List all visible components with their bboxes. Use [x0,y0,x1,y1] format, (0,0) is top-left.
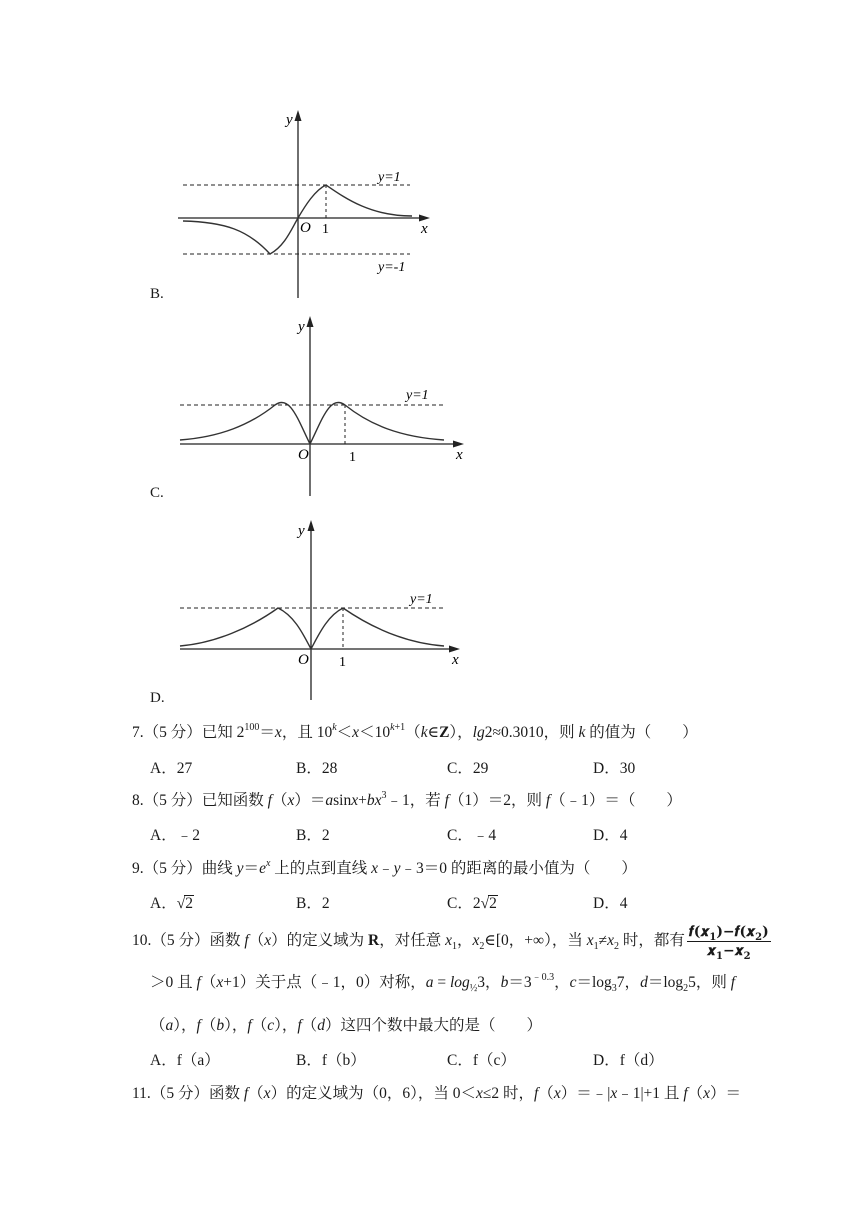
curve [180,608,444,649]
origin-label: O [300,220,311,236]
question-score: （5 分） [143,724,202,741]
x-axis-label: x [452,652,459,668]
x-axis-label: x [421,221,428,237]
q8-choice-d[interactable]: D．4 [593,827,628,844]
y-axis-arrow [308,520,315,531]
question-score: （5 分） [143,792,202,809]
q9-choice-b[interactable]: B．2 [296,895,330,912]
option-d-label: D. [150,690,165,706]
q10-choice-a[interactable]: A．f（a） [150,1052,220,1069]
upper-line-label: y=1 [410,592,433,607]
q8-choice-c[interactable]: C．﹣4 [447,827,497,844]
difference-quotient: $\frac{𝒇(𝒙_1)-𝒇(𝒙_2)}{𝒙_1-𝒙_2}$ [688,924,769,962]
x-axis-label: x [456,447,463,463]
upper-line-label: y=1 [378,170,401,185]
tick-1-label: 1 [322,222,329,237]
question-9: 9.（5 分）曲线 $y=e^x$ 上的点到直线 x﹣y﹣3＝0 的距离的最小值为（ ） [132,858,637,877]
upper-line-label: y=1 [406,388,429,403]
y-axis-label: y [286,112,293,128]
option-b-label: B. [150,286,164,302]
question-10-line-3: （a），f（b），f（c），f（d）这四个数中最大的是（ ） [150,1017,542,1034]
question-number: 9. [132,860,144,877]
q9-choice-a[interactable]: A．√2 [150,895,193,912]
question-10-line-1: 10.（5 分）函数 f（x）的定义域为 R，对任意 $x_1$，$x_2\in[0$，+∞），当 $x_1\ne x_2$ 时，都有 $\frac{𝒇(𝒙_1)-𝒇(𝒙_2)}{𝒙_1-𝒙_2}$ [132,924,769,962]
question-score: （5 分） [150,1085,209,1102]
origin-label: O [298,447,309,463]
tick-1-label: 1 [339,655,346,670]
question-score: （5 分） [151,932,210,950]
q8-choice-b[interactable]: B．2 [296,827,330,844]
sqrt-radicand: 2 [185,895,193,912]
question-score: （5 分） [143,860,202,877]
tick-1-label: 1 [349,450,356,465]
q9-choice-c[interactable]: C．2√2 [447,895,497,912]
q9-choice-d[interactable]: D．4 [593,895,628,912]
question-number: 7. [132,724,144,741]
y-axis-label: y [298,523,305,539]
q7-choice-a[interactable]: A．27 [150,760,193,777]
q10-choice-b[interactable]: B．f（b） [296,1052,366,1069]
option-c-label: C. [150,485,164,501]
question-11: 11.（5 分）函数 f（x）的定义域为（0，6），当 0＜x≤2 时，f（x）＝﹣|x﹣1|+1 且 f（x）＝ [132,1085,742,1102]
q8-choice-a[interactable]: A．﹣2 [150,827,200,844]
question-7: 7.（5 分）已知 $2^{100}=x$，且 $10^k<x<10^{k+1}(k\in Z)$，lg2≈0.3010，则 k 的值为（ ） [132,722,698,741]
q7-choice-d[interactable]: D．30 [593,760,636,777]
question-8: 8.（5 分）已知函数 $f(x)=asinx+bx^3﹣1$，若 f（1）＝2，则 f（﹣1）＝（ ） [132,790,682,809]
q10-choice-c[interactable]: C．f（c） [447,1052,516,1069]
y-axis-label: y [298,319,305,335]
sqrt-radicand: 2 [489,895,497,912]
origin-label: O [298,652,309,668]
question-10-line-2: ＞0 且 f（x+1）关于点（﹣1，0）对称，$a = \log_{\frac{1}{2}}3$，$b=3^{﹣0.3}$，$c=\log_37$，$d=\log_25$，则 f [150,972,736,994]
q10-choice-d[interactable]: D．f（d） [593,1052,664,1069]
question-number: 10. [132,932,152,950]
question-number: 11. [132,1085,151,1102]
lower-line-label: y=-1 [378,260,406,275]
q7-choice-b[interactable]: B．28 [296,760,338,777]
question-number: 8. [132,792,144,809]
q7-choice-c[interactable]: C．29 [447,760,489,777]
